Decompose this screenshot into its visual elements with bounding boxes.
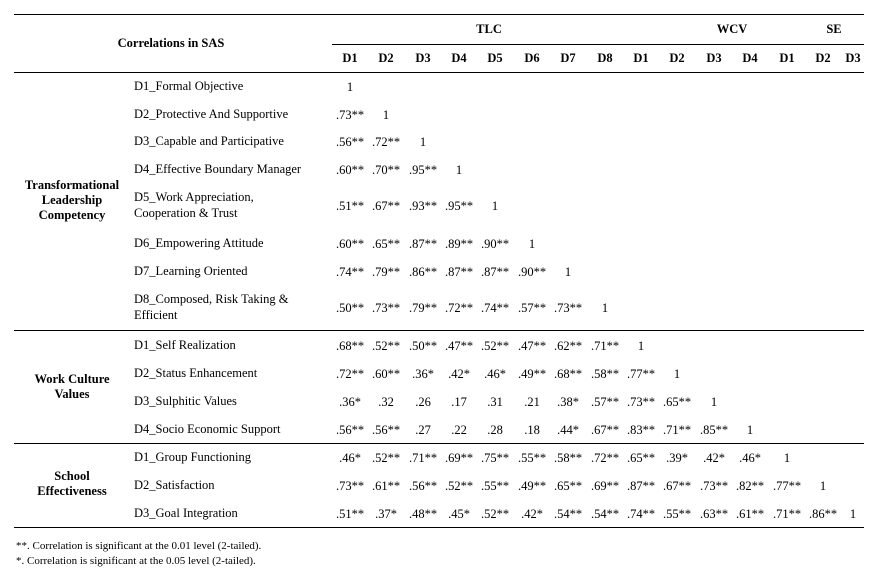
column-header: D2	[378, 51, 394, 65]
table-cell: .17	[451, 395, 467, 409]
table-cell: .50**	[335, 301, 365, 315]
column-header: D2	[815, 51, 831, 65]
row-label: D6_Empowering Attitude	[134, 236, 264, 250]
table-cell: .60**	[371, 367, 401, 381]
row-label: D7_Learning Oriented	[134, 264, 248, 278]
table-cell: .65**	[553, 479, 583, 493]
table-cell: .82**	[735, 479, 765, 493]
table-cell: .72**	[444, 301, 474, 315]
table-cell: 1	[710, 395, 718, 409]
table-cell: .73**	[699, 479, 729, 493]
table-cell: .36*	[339, 395, 361, 409]
top-rule	[14, 14, 864, 15]
table-cell: .52**	[371, 339, 401, 353]
table-cell: .55**	[662, 507, 692, 521]
group-header-wcv: WCV	[716, 22, 748, 36]
table-cell: .77**	[626, 367, 656, 381]
table-cell: .77**	[772, 479, 802, 493]
table-cell: .67**	[371, 199, 401, 213]
table-cell: 1	[528, 237, 536, 251]
table-cell: .60**	[335, 237, 365, 251]
group-header-se: SE	[826, 22, 842, 36]
table-cell: 1	[819, 479, 827, 493]
table-cell: .73**	[371, 301, 401, 315]
section-divider-2	[14, 443, 864, 444]
table-cell: .56**	[371, 423, 401, 437]
table-cell: .90**	[480, 237, 510, 251]
table-cell: .44*	[557, 423, 579, 437]
table-cell: .87**	[408, 237, 438, 251]
table-cell: 1	[346, 80, 354, 94]
table-cell: .70**	[371, 163, 401, 177]
table-cell: .55**	[480, 479, 510, 493]
table-cell: .26	[415, 395, 431, 409]
table-cell: .56**	[335, 135, 365, 149]
table-cell: .38*	[557, 395, 579, 409]
table-cell: .68**	[335, 339, 365, 353]
table-cell: .61**	[735, 507, 765, 521]
column-header: D2	[669, 51, 685, 65]
table-cell: .51**	[335, 199, 365, 213]
table-cell: .87**	[480, 265, 510, 279]
table-cell: 1	[491, 199, 499, 213]
table-cell: .42*	[521, 507, 543, 521]
table-cell: .36*	[412, 367, 434, 381]
group-underline	[332, 44, 864, 45]
table-cell: .86**	[808, 507, 838, 521]
table-cell: .71**	[408, 451, 438, 465]
section-label: Values	[54, 387, 90, 401]
table-cell: .58**	[590, 367, 620, 381]
table-cell: .95**	[408, 163, 438, 177]
table-cell: .63**	[699, 507, 729, 521]
table-cell: .60**	[335, 163, 365, 177]
table-cell: .65**	[371, 237, 401, 251]
row-label: D3_Goal Integration	[134, 506, 238, 520]
group-header-tlc: TLC	[476, 22, 502, 36]
table-cell: .90**	[517, 265, 547, 279]
table-cell: .95**	[444, 199, 474, 213]
table-cell: .52**	[371, 451, 401, 465]
column-header: D5	[487, 51, 503, 65]
bottom-rule	[14, 527, 864, 528]
table-cell: 1	[746, 423, 754, 437]
table-cell: .51**	[335, 507, 365, 521]
table-cell: .52**	[480, 507, 510, 521]
table-cell: .22	[451, 423, 467, 437]
table-cell: 1	[419, 135, 427, 149]
table-cell: .50**	[408, 339, 438, 353]
table-cell: .57**	[590, 395, 620, 409]
table-cell: .83**	[626, 423, 656, 437]
table-cell: .56**	[408, 479, 438, 493]
column-header: D6	[524, 51, 540, 65]
table-cell: .49**	[517, 479, 547, 493]
section-label: Effectiveness	[37, 484, 107, 498]
table-cell: .62**	[553, 339, 583, 353]
table-cell: .47**	[444, 339, 474, 353]
row-label: Efficient	[134, 308, 178, 322]
table-cell: .46*	[484, 367, 506, 381]
column-header: D3	[706, 51, 722, 65]
table-cell: .54**	[590, 507, 620, 521]
table-cell: .56**	[335, 423, 365, 437]
row-label: D1_Formal Objective	[134, 79, 244, 93]
table-cell: .65**	[626, 451, 656, 465]
table-cell: 1	[783, 451, 791, 465]
row-label: D8_Composed, Risk Taking &	[134, 292, 289, 306]
column-header: D7	[560, 51, 576, 65]
section-divider-1	[14, 330, 864, 331]
table-cell: .74**	[626, 507, 656, 521]
table-cell: .27	[415, 423, 431, 437]
table-cell: .79**	[371, 265, 401, 279]
table-cell: .75**	[480, 451, 510, 465]
table-cell: .69**	[590, 479, 620, 493]
table-cell: .28	[487, 423, 503, 437]
table-cell: .69**	[444, 451, 474, 465]
table-cell: .73**	[626, 395, 656, 409]
table-cell: .49**	[517, 367, 547, 381]
table-cell: .55**	[517, 451, 547, 465]
column-header: D1	[633, 51, 649, 65]
table-cell: 1	[637, 339, 645, 353]
table-cell: .31	[487, 395, 503, 409]
column-header: D3	[415, 51, 431, 65]
row-label: D5_Work Appreciation,	[134, 190, 254, 204]
table-cell: .73**	[335, 108, 365, 122]
column-header: D4	[451, 51, 467, 65]
row-label: D2_Satisfaction	[134, 478, 215, 492]
table-cell: .61**	[371, 479, 401, 493]
section-label: School	[54, 469, 90, 483]
table-cell: .85**	[699, 423, 729, 437]
table-cell: .73**	[335, 479, 365, 493]
table-cell: .67**	[662, 479, 692, 493]
column-header: D1	[342, 51, 358, 65]
table-cell: 1	[382, 108, 390, 122]
section-label: Transformational	[24, 177, 120, 192]
table-cell: .87**	[444, 265, 474, 279]
table-cell: .87**	[626, 479, 656, 493]
table-cell: .89**	[444, 237, 474, 251]
table-cell: .58**	[553, 451, 583, 465]
table-cell: .72**	[590, 451, 620, 465]
table-cell: 1	[849, 507, 857, 521]
table-cell: .68**	[553, 367, 583, 381]
row-label: D2_Status Enhancement	[134, 366, 258, 380]
table-cell: .42*	[448, 367, 470, 381]
table-cell: .42*	[703, 451, 725, 465]
table-cell: .39*	[666, 451, 688, 465]
table-cell: .67**	[590, 423, 620, 437]
table-cell: .71**	[590, 339, 620, 353]
table-cell: 1	[601, 301, 609, 315]
table-cell: .79**	[408, 301, 438, 315]
table-cell: .57**	[517, 301, 547, 315]
table-cell: .18	[524, 423, 540, 437]
row-label: D2_Protective And Supportive	[134, 107, 289, 121]
table-cell: 1	[673, 367, 681, 381]
header-bottom-rule	[14, 72, 864, 73]
table-cell: .45*	[448, 507, 470, 521]
table-cell: .93**	[408, 199, 438, 213]
table-cell: .71**	[662, 423, 692, 437]
column-header: D4	[742, 51, 758, 65]
row-label: D1_Self Realization	[134, 338, 236, 352]
table-cell: .52**	[480, 339, 510, 353]
row-label: Cooperation & Trust	[134, 206, 238, 220]
table-cell: .74**	[480, 301, 510, 315]
table-cell: .47**	[517, 339, 547, 353]
row-label: D3_Capable and Participative	[134, 134, 284, 148]
footnote-2: *. Correlation is significant at the 0.05 level (2-tailed).	[16, 555, 256, 567]
column-header: D1	[779, 51, 795, 65]
section-label: Competency	[38, 207, 106, 222]
table-cell: .71**	[772, 507, 802, 521]
row-label: D1_Group Functioning	[134, 450, 252, 464]
table-cell: .48**	[408, 507, 438, 521]
table-cell: .46*	[739, 451, 761, 465]
footnote-1: **. Correlation is significant at the 0.01 level (2-tailed).	[16, 540, 262, 552]
table-cell: .72**	[335, 367, 365, 381]
table-cell: .52**	[444, 479, 474, 493]
column-header: D8	[597, 51, 613, 65]
row-label: D3_Sulphitic Values	[134, 394, 237, 408]
table-cell: .32	[378, 395, 394, 409]
column-header: D3	[845, 51, 861, 65]
section-label: Leadership	[41, 192, 103, 207]
table-cell: .21	[524, 395, 540, 409]
table-cell: .37*	[375, 507, 397, 521]
table-title: Correlations in SAS	[117, 36, 225, 50]
table-cell: .73**	[553, 301, 583, 315]
section-label: Work Culture	[34, 372, 110, 386]
table-cell: 1	[564, 265, 572, 279]
table-cell: .74**	[335, 265, 365, 279]
table-cell: .65**	[662, 395, 692, 409]
table-cell: 1	[455, 163, 463, 177]
row-label: D4_Effective Boundary Manager	[134, 162, 302, 176]
row-label: D4_Socio Economic Support	[134, 422, 281, 436]
table-cell: .72**	[371, 135, 401, 149]
table-cell: .86**	[408, 265, 438, 279]
table-cell: .46*	[339, 451, 361, 465]
table-cell: .54**	[553, 507, 583, 521]
